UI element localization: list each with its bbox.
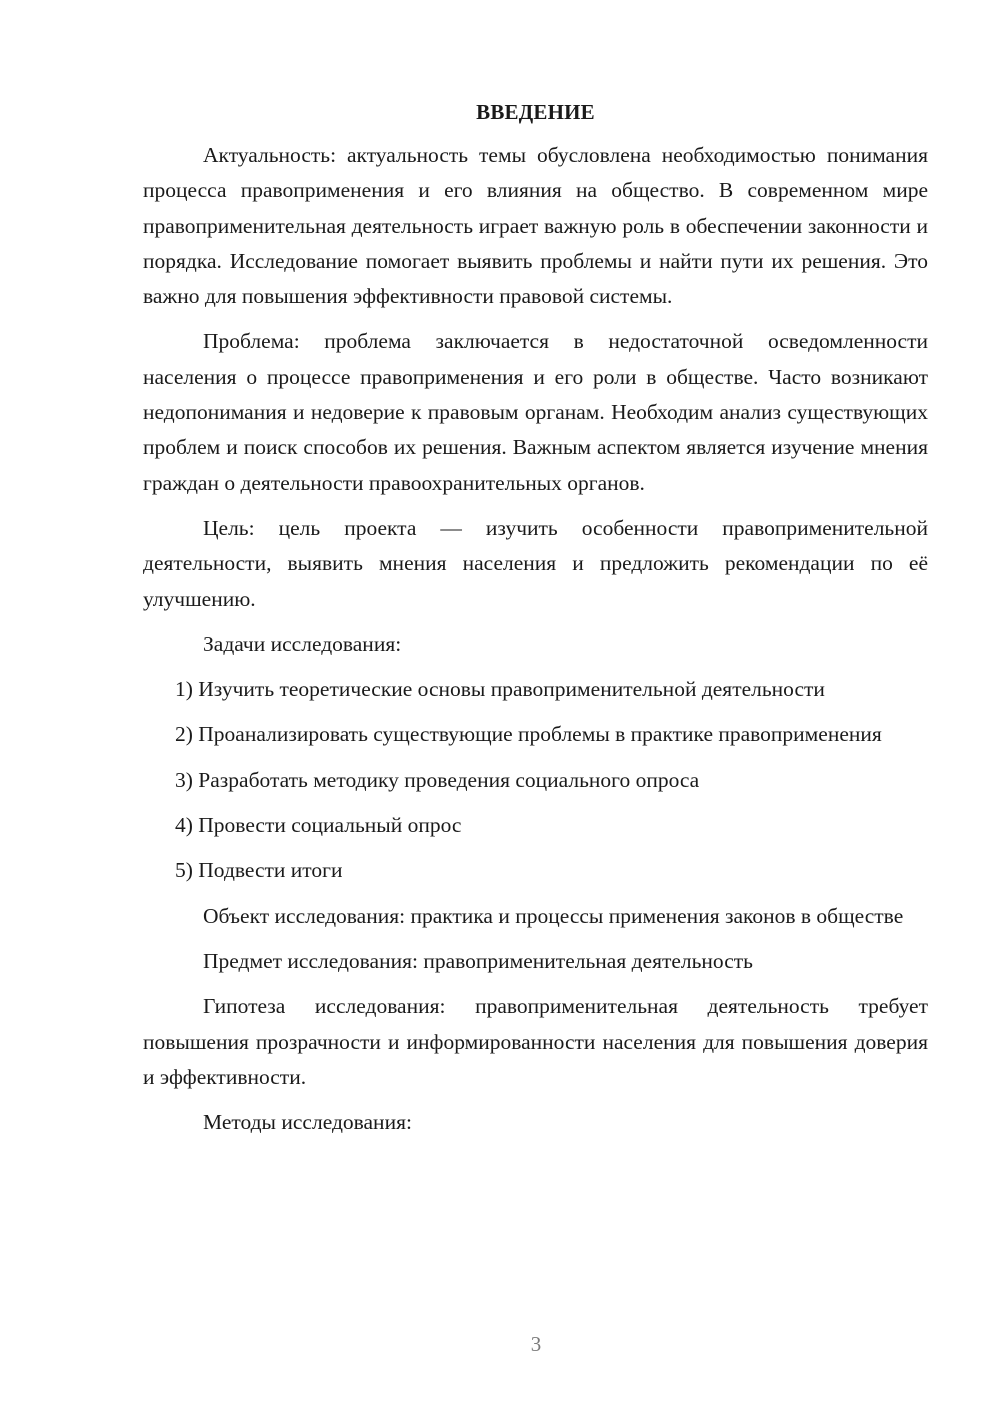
task-item-5: 5) Подвести итоги bbox=[175, 858, 343, 883]
paragraph-goal: Цель: цель проекта — изучить особенности правоприменительной деятельности, выявить мнения населения и предложить рекомендации по её улучшению. bbox=[143, 515, 928, 611]
paragraph-subject: Предмет исследования: правоприменительная деятельность bbox=[203, 948, 753, 973]
document-page bbox=[143, 96, 928, 1150]
task-item-3: 3) Разработать методику проведения социального опроса bbox=[175, 767, 700, 792]
page-title: ВВЕДЕНИЕ bbox=[476, 100, 595, 124]
paragraph-relevance: Актуальность: актуальность темы обусловлена необходимостью понимания процесса правоприменения и его влияния на общество. В современном мире правоприменительная деятельность играет важную роль в обеспечении законности и порядка. Исследование помогает выявить проблемы и найти пути их решения. Это важно для повышения эффективности правовой системы. bbox=[143, 143, 928, 309]
task-item-2: 2) Проанализировать существующие проблемы в практике правоприменения bbox=[175, 722, 882, 747]
paragraph-object: Объект исследования: практика и процессы применения законов в обществе bbox=[203, 903, 904, 928]
task-item-4: 4) Провести социальный опрос bbox=[175, 813, 462, 838]
tasks-heading: Задачи исследования: bbox=[203, 631, 402, 656]
task-item-1: 1) Изучить теоретические основы правоприменительной деятельности bbox=[175, 677, 825, 702]
paragraph-hypothesis: Гипотеза исследования: правоприменительная деятельность требует повышения прозрачности и информированности населения для повышения доверия и эффективности. bbox=[143, 994, 928, 1089]
paragraph-problem: Проблема: проблема заключается в недостаточной осведомленности населения о процессе правоприменения и его роли в обществе. Часто возникают недопонимания и недоверие к правовым органам. Необходим анализ существующих проблем и поиск способов их решения. Важным аспектом является изучение мнения граждан о деятельности правоохранительных органов. bbox=[143, 329, 928, 495]
page-number: 3 bbox=[530, 1332, 542, 1356]
paragraph-methods: Методы исследования: bbox=[203, 1110, 412, 1135]
